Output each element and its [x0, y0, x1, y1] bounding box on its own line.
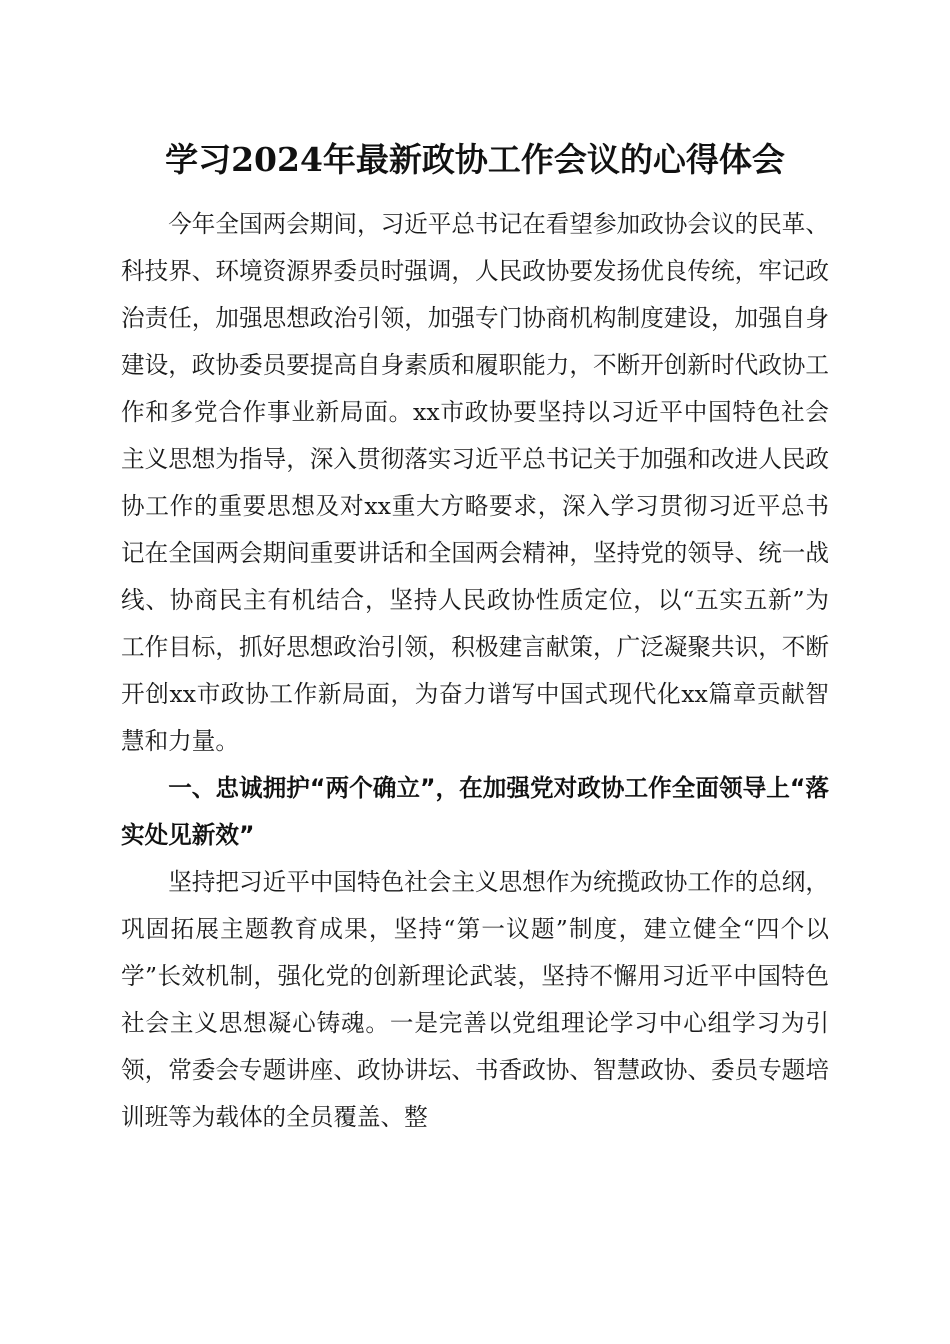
paragraph-section-1: 坚持把习近平中国特色社会主义思想作为统揽政协工作的总纲，巩固拓展主题教育成果，坚持“第一议题”制度，建立健全“四个以学”长效机制，强化党的创新理论武装，坚持不懈用习近平中国特色社会主义思想凝心铸魂。一是完善以党组理论学习中心组学习为引领，常委会专题讲座、政协讲坛、书香政协、智慧政协、委员专题培训班等为载体的全员覆盖、整: [121, 868, 829, 1131]
paragraph-intro: 今年全国两会期间，习近平总书记在看望参加政协会议的民革、科技界、环境资源界委员时强调，人民政协要发扬优良传统，牢记政治责任，加强思想政治引领，加强专门协商机构制度建设，加强自身建设，政协委员要提高自身素质和履职能力，不断开创新时代政协工作和多党合作事业新局面。xx市政协要坚持以习近平中国特色社会主义思想为指导，深入贯彻落实习近平总书记关于加强和改进人民政协工作的重要思想及对xx重大方略要求，深入学习贯彻习近平总书记在全国两会期间重要讲话和全国两会精神，坚持党的领导、统一战线、协商民主有机结合，坚持人民政协性质定位，以“五实五新”为工作目标，抓好思想政治引领，积极建言献策，广泛凝聚共识，不断开创xx市政协工作新局面，为奋力谱写中国式现代化xx篇章贡献智慧和力量。: [121, 210, 829, 755]
document-body: [121, 201, 829, 1141]
section-heading-1: 一、忠诚拥护“两个确立”，在加强党对政协工作全面领导上“落实处见新效”: [121, 774, 829, 849]
document-title: 学习2024年最新政协工作会议的心得体会: [165, 140, 785, 179]
